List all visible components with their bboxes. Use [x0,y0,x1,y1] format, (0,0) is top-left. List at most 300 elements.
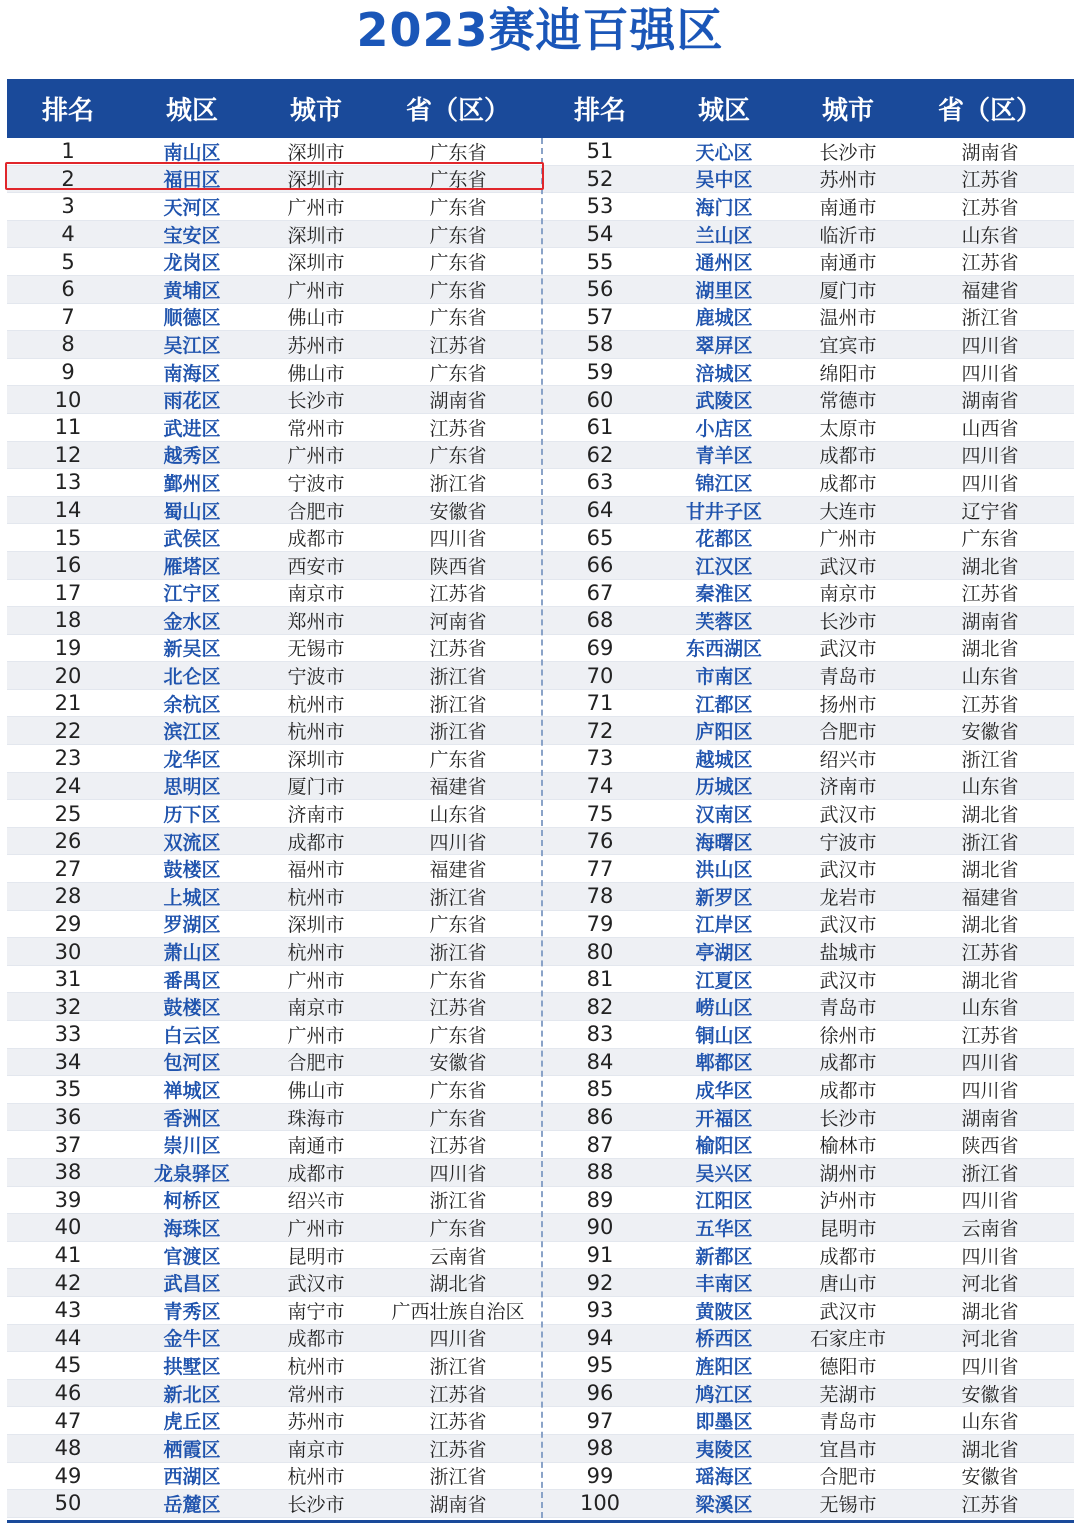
right-rank-cell: 71 [586,691,614,716]
right-province-cell: 四川省 [961,445,1019,468]
right-province-cell: 湖南省 [961,610,1019,633]
right-district-cell: 江岸区 [695,914,753,937]
right-district-cell: 丰南区 [695,1273,753,1296]
left-city-cell: 郑州市 [287,610,345,633]
right-province-cell: 湖北省 [961,914,1019,937]
right-rank-cell: 64 [586,498,614,523]
right-province-cell: 河北省 [961,1328,1019,1351]
left-rank-cell: 34 [54,1049,82,1074]
left-district-cell: 雁塔区 [163,555,221,578]
left-rank-cell: 22 [54,718,82,743]
left-city-cell: 济南市 [287,804,345,827]
left-rank-cell: 7 [61,304,75,329]
left-district-cell: 包河区 [163,1052,221,1075]
left-province-cell: 山东省 [429,804,487,827]
left-rank-cell: 2 [61,166,75,191]
left-province-cell: 广西壮族自治区 [391,1300,525,1323]
right-province-cell: 山东省 [961,776,1019,799]
left-rank-cell: 47 [54,1408,82,1433]
right-district-cell: 汉南区 [695,804,753,827]
left-city-cell: 杭州市 [287,693,345,716]
right-city-cell: 昆明市 [819,1217,877,1240]
left-rank-cell: 27 [54,856,82,881]
left-rank-cell: 23 [54,746,82,771]
right-district-cell: 越城区 [695,748,753,771]
header-province-right: 省（区） [937,96,1042,126]
right-district-cell: 鸠江区 [695,1383,753,1406]
right-province-cell: 山西省 [961,417,1019,440]
left-rank-cell: 42 [54,1270,82,1295]
right-city-cell: 青岛市 [819,666,877,689]
header-city-right: 城市 [821,96,874,126]
left-rank-cell: 25 [54,801,82,826]
right-rank-cell: 100 [579,1491,621,1516]
left-province-cell: 江苏省 [429,334,487,357]
left-district-cell: 柯桥区 [163,1190,221,1213]
right-province-cell: 云南省 [961,1217,1019,1240]
right-district-cell: 市南区 [695,666,753,689]
left-city-cell: 南京市 [287,997,345,1020]
left-province-cell: 浙江省 [429,666,487,689]
left-district-cell: 吴江区 [163,334,221,357]
right-city-cell: 石家庄市 [809,1328,886,1351]
left-city-cell: 南京市 [287,583,345,606]
right-rank-cell: 88 [586,1160,614,1185]
left-city-cell: 深圳市 [287,748,345,771]
left-province-cell: 浙江省 [429,472,487,495]
right-rank-cell: 53 [586,194,614,219]
left-city-cell: 广州市 [287,969,345,992]
right-district-cell: 历城区 [695,776,753,799]
column-divider [541,138,543,1518]
page-title: 2023赛迪百强区 [356,3,724,57]
left-district-cell: 南海区 [163,362,221,385]
right-city-cell: 武汉市 [819,969,877,992]
right-city-cell: 长沙市 [819,141,877,164]
left-city-cell: 武汉市 [287,1273,345,1296]
right-province-cell: 湖南省 [961,1107,1019,1130]
right-city-cell: 泸州市 [819,1190,877,1213]
right-city-cell: 南京市 [819,583,877,606]
right-district-cell: 梁溪区 [695,1493,753,1516]
left-city-cell: 合肥市 [287,1052,345,1075]
left-city-cell: 深圳市 [287,169,345,192]
right-city-cell: 唐山市 [819,1273,877,1296]
right-district-cell: 通州区 [695,252,753,275]
ranking-table [7,79,1074,1518]
left-rank-cell: 26 [54,829,82,854]
left-city-cell: 南通市 [287,1135,345,1158]
right-city-cell: 常德市 [819,390,877,413]
right-city-cell: 青岛市 [819,1411,877,1434]
left-city-cell: 常州市 [287,417,345,440]
left-rank-cell: 36 [54,1105,82,1130]
right-province-cell: 江苏省 [961,1024,1019,1047]
right-province-cell: 四川省 [961,362,1019,385]
right-rank-cell: 72 [586,718,614,743]
left-district-cell: 番禺区 [163,969,221,992]
left-province-cell: 江苏省 [429,417,487,440]
left-city-cell: 成都市 [287,1328,345,1351]
left-province-cell: 广东省 [429,969,487,992]
left-province-cell: 广东省 [429,445,487,468]
left-rank-cell: 20 [54,663,82,688]
left-city-cell: 厦门市 [287,776,345,799]
left-district-cell: 新北区 [163,1383,221,1406]
right-district-cell: 甘井子区 [685,500,762,523]
right-city-cell: 武汉市 [819,555,877,578]
right-district-cell: 小店区 [695,417,753,440]
right-rank-cell: 78 [586,884,614,909]
left-province-cell: 安徽省 [429,500,487,523]
right-rank-cell: 90 [586,1215,614,1240]
left-district-cell: 上城区 [163,886,221,909]
left-rank-cell: 30 [54,939,82,964]
right-rank-cell: 61 [586,415,614,440]
left-district-cell: 虎丘区 [163,1411,221,1434]
left-city-cell: 成都市 [287,1162,345,1185]
right-district-cell: 亭湖区 [695,942,753,965]
left-district-cell: 武昌区 [163,1273,221,1296]
left-province-cell: 广东省 [429,1079,487,1102]
left-city-cell: 南京市 [287,1438,345,1461]
left-city-cell: 杭州市 [287,1466,345,1489]
table-header [7,79,1074,138]
left-province-cell: 四川省 [429,528,487,551]
left-province-cell: 广东省 [429,224,487,247]
left-district-cell: 越秀区 [163,445,221,468]
left-district-cell: 武侯区 [163,528,221,551]
left-rank-cell: 6 [61,277,75,302]
right-district-cell: 开福区 [695,1107,753,1130]
right-rank-cell: 66 [586,553,614,578]
left-district-cell: 新吴区 [163,638,221,661]
right-rank-cell: 83 [586,1022,614,1047]
left-province-cell: 广东省 [429,362,487,385]
left-rank-cell: 3 [61,194,75,219]
left-city-cell: 佛山市 [287,362,345,385]
right-district-cell: 武陵区 [695,390,753,413]
right-province-cell: 安徽省 [961,1466,1019,1489]
right-rank-cell: 74 [586,773,614,798]
left-province-cell: 广东省 [429,196,487,219]
right-district-cell: 铜山区 [695,1024,753,1047]
left-city-cell: 杭州市 [287,886,345,909]
header-rank-left: 排名 [41,96,94,126]
right-rank-cell: 80 [586,939,614,964]
right-rank-cell: 97 [586,1408,614,1433]
left-district-cell: 天河区 [163,196,221,219]
left-district-cell: 双流区 [163,831,221,854]
right-province-cell: 山东省 [961,666,1019,689]
right-city-cell: 宜宾市 [819,334,877,357]
left-city-cell: 无锡市 [287,638,345,661]
right-province-cell: 浙江省 [961,831,1019,854]
right-rank-cell: 93 [586,1298,614,1323]
right-rank-cell: 77 [586,856,614,881]
right-province-cell: 河北省 [961,1273,1019,1296]
right-city-cell: 榆林市 [819,1135,877,1158]
left-district-cell: 海珠区 [163,1217,221,1240]
left-rank-cell: 18 [54,608,82,633]
left-district-cell: 雨花区 [163,390,221,413]
right-city-cell: 无锡市 [819,1493,877,1516]
right-rank-cell: 63 [586,470,614,495]
right-district-cell: 江阳区 [695,1190,753,1213]
left-district-cell: 禅城区 [163,1079,221,1102]
right-rank-cell: 81 [586,967,614,992]
right-rank-cell: 67 [586,580,614,605]
left-province-cell: 广东省 [429,1217,487,1240]
right-province-cell: 四川省 [961,1245,1019,1268]
right-rank-cell: 73 [586,746,614,771]
right-rank-cell: 79 [586,911,614,936]
right-district-cell: 瑶海区 [695,1466,753,1489]
right-province-cell: 湖北省 [961,1300,1019,1323]
left-city-cell: 昆明市 [287,1245,345,1268]
left-province-cell: 江苏省 [429,1383,487,1406]
right-province-cell: 浙江省 [961,307,1019,330]
left-province-cell: 广东省 [429,307,487,330]
left-city-cell: 南宁市 [287,1300,345,1323]
right-province-cell: 江苏省 [961,196,1019,219]
right-district-cell: 庐阳区 [695,721,753,744]
right-rank-cell: 98 [586,1436,614,1461]
left-district-cell: 罗湖区 [163,914,221,937]
right-rank-cell: 62 [586,442,614,467]
left-district-cell: 官渡区 [163,1245,221,1268]
left-rank-cell: 13 [54,470,82,495]
right-rank-cell: 84 [586,1049,614,1074]
right-district-cell: 芙蓉区 [695,610,753,633]
left-province-cell: 福建省 [429,859,487,882]
left-district-cell: 滨江区 [163,721,221,744]
left-rank-cell: 17 [54,580,82,605]
right-province-cell: 广东省 [961,528,1019,551]
left-rank-cell: 49 [54,1463,82,1488]
right-city-cell: 宜昌市 [819,1438,877,1461]
left-province-cell: 江苏省 [429,583,487,606]
right-rank-cell: 52 [586,166,614,191]
right-province-cell: 山东省 [961,997,1019,1020]
left-city-cell: 西安市 [287,555,345,578]
right-city-cell: 扬州市 [819,693,877,716]
right-province-cell: 湖南省 [961,390,1019,413]
left-rank-cell: 48 [54,1436,82,1461]
right-city-cell: 成都市 [819,445,877,468]
right-rank-cell: 59 [586,360,614,385]
left-district-cell: 崇川区 [163,1135,221,1158]
header-district-left: 城区 [165,96,218,126]
left-rank-cell: 21 [54,691,82,716]
right-district-cell: 崂山区 [695,997,753,1020]
left-rank-cell: 5 [61,249,75,274]
left-rank-cell: 45 [54,1353,82,1378]
right-rank-cell: 51 [586,139,614,164]
left-district-cell: 栖霞区 [163,1438,221,1461]
left-district-cell: 余杭区 [163,693,221,716]
left-rank-cell: 40 [54,1215,82,1240]
highlight-box [5,162,544,190]
left-province-cell: 云南省 [429,1245,487,1268]
right-rank-cell: 95 [586,1353,614,1378]
left-rank-cell: 19 [54,635,82,660]
right-district-cell: 五华区 [695,1217,753,1240]
right-province-cell: 江苏省 [961,169,1019,192]
left-district-cell: 龙华区 [163,748,221,771]
right-district-cell: 天心区 [695,141,753,164]
right-rank-cell: 99 [586,1463,614,1488]
right-city-cell: 合肥市 [819,721,877,744]
left-rank-cell: 16 [54,553,82,578]
right-rank-cell: 89 [586,1187,614,1212]
right-rank-cell: 57 [586,304,614,329]
right-province-cell: 山东省 [961,224,1019,247]
right-district-cell: 东西湖区 [685,638,762,661]
right-rank-cell: 70 [586,663,614,688]
right-province-cell: 浙江省 [961,748,1019,771]
left-district-cell: 龙泉驿区 [153,1162,230,1185]
right-district-cell: 涪城区 [695,362,753,385]
right-province-cell: 安徽省 [961,1383,1019,1406]
left-rank-cell: 8 [61,332,75,357]
right-district-cell: 吴兴区 [695,1162,753,1185]
right-district-cell: 翠屏区 [695,334,753,357]
left-city-cell: 苏州市 [287,1411,345,1434]
left-province-cell: 河南省 [429,610,487,633]
right-city-cell: 成都市 [819,1245,877,1268]
right-province-cell: 四川省 [961,1079,1019,1102]
right-city-cell: 南通市 [819,196,877,219]
right-city-cell: 济南市 [819,776,877,799]
right-province-cell: 浙江省 [961,1162,1019,1185]
right-district-cell: 郫都区 [695,1052,753,1075]
left-province-cell: 浙江省 [429,693,487,716]
left-province-cell: 浙江省 [429,942,487,965]
right-rank-cell: 85 [586,1077,614,1102]
left-rank-cell: 41 [54,1243,82,1268]
right-rank-cell: 87 [586,1132,614,1157]
right-city-cell: 长沙市 [819,1107,877,1130]
right-city-cell: 德阳市 [819,1355,877,1378]
left-district-cell: 顺德区 [163,307,221,330]
right-province-cell: 湖南省 [961,141,1019,164]
right-province-cell: 山东省 [961,1411,1019,1434]
right-district-cell: 江夏区 [695,969,753,992]
right-province-cell: 陕西省 [961,1135,1019,1158]
right-province-cell: 安徽省 [961,721,1019,744]
right-province-cell: 江苏省 [961,942,1019,965]
right-rank-cell: 69 [586,635,614,660]
right-district-cell: 海曙区 [695,831,753,854]
right-city-cell: 苏州市 [819,169,877,192]
left-district-cell: 西湖区 [163,1466,221,1489]
left-rank-cell: 15 [54,525,82,550]
left-province-cell: 江苏省 [429,1411,487,1434]
left-district-cell: 青秀区 [163,1300,221,1323]
right-province-cell: 福建省 [961,886,1019,909]
right-district-cell: 即墨区 [695,1411,753,1434]
right-province-cell: 四川省 [961,1190,1019,1213]
right-rank-cell: 56 [586,277,614,302]
right-province-cell: 江苏省 [961,693,1019,716]
left-rank-cell: 43 [54,1298,82,1323]
left-city-cell: 合肥市 [287,500,345,523]
left-district-cell: 龙岗区 [163,252,221,275]
right-district-cell: 锦江区 [695,472,753,495]
left-rank-cell: 31 [54,967,82,992]
left-city-cell: 深圳市 [287,252,345,275]
left-city-cell: 广州市 [287,445,345,468]
right-rank-cell: 54 [586,222,614,247]
left-district-cell: 岳麓区 [163,1493,221,1516]
right-province-cell: 四川省 [961,472,1019,495]
right-city-cell: 南通市 [819,252,877,275]
right-rank-cell: 58 [586,332,614,357]
left-province-cell: 浙江省 [429,1466,487,1489]
left-district-cell: 鼓楼区 [163,997,221,1020]
left-district-cell: 南山区 [163,141,221,164]
right-rank-cell: 86 [586,1105,614,1130]
right-rank-cell: 92 [586,1270,614,1295]
left-province-cell: 江苏省 [429,638,487,661]
left-city-cell: 常州市 [287,1383,345,1406]
right-province-cell: 福建省 [961,279,1019,302]
right-rank-cell: 94 [586,1325,614,1350]
right-district-cell: 海门区 [695,196,753,219]
header-province-left: 省（区） [405,96,510,126]
left-city-cell: 福州市 [287,859,345,882]
right-city-cell: 临沂市 [819,224,877,247]
right-rank-cell: 60 [586,387,614,412]
right-province-cell: 湖北省 [961,859,1019,882]
right-city-cell: 武汉市 [819,638,877,661]
left-rank-cell: 9 [61,360,75,385]
left-province-cell: 江苏省 [429,1135,487,1158]
left-rank-cell: 39 [54,1187,82,1212]
right-city-cell: 成都市 [819,472,877,495]
right-district-cell: 新罗区 [695,886,753,909]
right-rank-cell: 68 [586,608,614,633]
right-district-cell: 吴中区 [695,169,753,192]
right-province-cell: 湖北省 [961,638,1019,661]
right-district-cell: 榆阳区 [695,1135,753,1158]
bottom-rule [7,1520,1074,1523]
left-district-cell: 鼓楼区 [163,859,221,882]
right-province-cell: 江苏省 [961,252,1019,275]
left-province-cell: 湖南省 [429,390,487,413]
left-province-cell: 浙江省 [429,1190,487,1213]
right-rank-cell: 65 [586,525,614,550]
right-district-cell: 洪山区 [695,859,753,882]
right-city-cell: 温州市 [819,307,877,330]
left-city-cell: 绍兴市 [287,1190,345,1213]
left-province-cell: 浙江省 [429,1355,487,1378]
right-city-cell: 绍兴市 [819,748,877,771]
right-city-cell: 龙岩市 [819,886,877,909]
left-rank-cell: 35 [54,1077,82,1102]
right-province-cell: 江苏省 [961,583,1019,606]
right-rank-cell: 91 [586,1243,614,1268]
right-district-cell: 成华区 [695,1079,753,1102]
left-province-cell: 浙江省 [429,886,487,909]
left-district-cell: 宝安区 [163,224,221,247]
right-district-cell: 江汉区 [695,555,753,578]
left-district-cell: 金水区 [163,610,221,633]
right-city-cell: 武汉市 [819,914,877,937]
left-rank-cell: 29 [54,911,82,936]
left-district-cell: 福田区 [163,169,221,192]
